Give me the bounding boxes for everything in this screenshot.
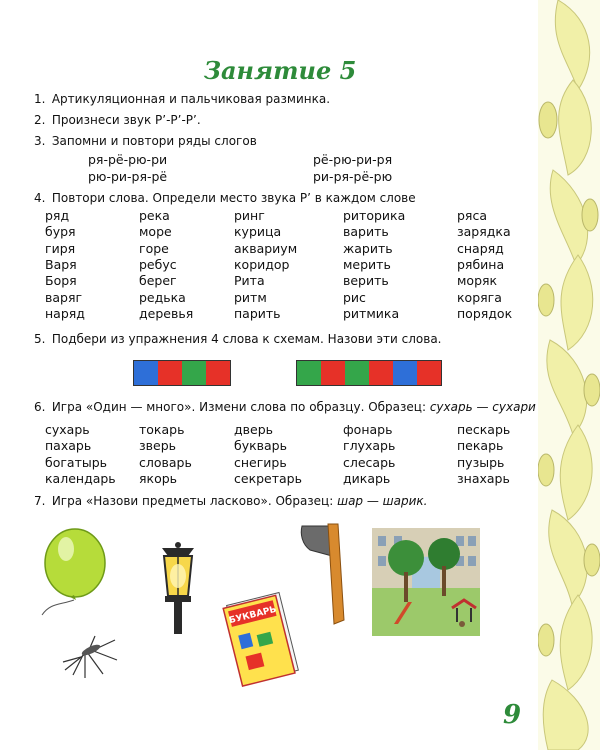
word-cell: парить — [234, 305, 281, 321]
word-cell: буря — [45, 224, 76, 240]
task-text: Игра «Один — много». Измени слова по образцу. Образец: — [51, 400, 430, 414]
word-cell: секретарь — [234, 470, 302, 486]
word-cell: снаряд — [457, 240, 504, 256]
task-number: 6. — [34, 400, 46, 414]
word-cell: курица — [234, 224, 282, 240]
word-cell: Варя — [45, 256, 77, 272]
word-cell: деревья — [139, 305, 194, 321]
task-text: Игра «Назови предметы ласково». Образец: — [51, 494, 338, 508]
mosquito-icon — [55, 630, 125, 680]
word-cell: фонарь — [343, 422, 393, 437]
word-cell: словарь — [139, 454, 192, 470]
scheme-cell-blue — [134, 361, 158, 385]
task-4 — [34, 191, 416, 205]
task-number: 3. — [34, 134, 46, 148]
word-cell: река — [139, 208, 170, 223]
task-sample: шар — шарик. — [337, 494, 428, 508]
sound-scheme-2 — [296, 360, 442, 386]
word-cell: сухарь — [45, 422, 90, 437]
word-cell: верить — [343, 273, 389, 289]
word-cell: варить — [343, 224, 389, 240]
scheme-cell-red — [321, 361, 345, 385]
street-lamp-icon — [148, 540, 208, 640]
task-number: 7. — [34, 494, 46, 508]
lesson-title: Занятие 5 — [203, 56, 357, 85]
sound-scheme-1 — [133, 360, 231, 386]
word-cell: токарь — [139, 422, 185, 437]
word-cell: пескарь — [457, 422, 511, 437]
word-cell: варяг — [45, 289, 83, 305]
word-cell: риторика — [343, 208, 406, 223]
word-cell: Рита — [234, 273, 265, 289]
task-text: Артикуляционная и пальчиковая разминка. — [51, 92, 331, 106]
word-cell: ритм — [234, 289, 267, 305]
word-cell: редька — [139, 289, 186, 305]
syllable-row: ри-ря-рё-рю — [313, 169, 393, 184]
word-cell: ряд — [45, 208, 70, 223]
axe-icon — [298, 520, 358, 630]
scheme-cell-red — [158, 361, 182, 385]
word-cell: море — [139, 224, 172, 240]
word-cell: знахарь — [457, 470, 510, 486]
task-text: Подбери из упражнения 4 слова к схемам. Назови эти слова. — [51, 332, 442, 346]
word-cell: пахарь — [45, 438, 92, 454]
task-1 — [34, 92, 330, 106]
word-cell: горе — [139, 240, 169, 256]
task-number: 2. — [34, 113, 46, 127]
task-6 — [34, 400, 536, 414]
scheme-cell-red — [206, 361, 230, 385]
word-cell: богатырь — [45, 454, 108, 470]
word-cell: ринг — [234, 208, 265, 223]
word-cell: Боря — [45, 273, 77, 289]
page-number: 9 — [503, 700, 522, 730]
word-cell: мерить — [343, 256, 391, 272]
task-sample: сухарь — сухари — [429, 400, 536, 414]
book-label: БУКВАРЬ — [228, 604, 278, 627]
syllable-row: рё-рю-ри-ря — [313, 152, 393, 167]
word-cell: порядок — [457, 305, 513, 321]
balloon-icon — [30, 525, 110, 620]
syllable-row: рю-ри-ря-рё — [88, 169, 168, 184]
word-cell: пузырь — [457, 454, 505, 470]
word-cell: коридор — [234, 256, 290, 272]
word-cell: гиря — [45, 240, 76, 256]
word-cell: аквариум — [234, 240, 298, 256]
word-cell: жарить — [343, 240, 393, 256]
task-7 — [34, 494, 428, 508]
task-2 — [34, 113, 201, 127]
task-text: Запомни и повтори ряды слогов — [51, 134, 257, 148]
word-cell: рябина — [457, 256, 505, 272]
task-text: Повтори слова. Определи место звука Р’ в каждом слове — [51, 191, 416, 205]
scheme-cell-green — [297, 361, 321, 385]
word-cell: зарядка — [457, 224, 511, 240]
word-cell: коряга — [457, 289, 502, 305]
task-3 — [34, 134, 257, 148]
task-number: 4. — [34, 191, 46, 205]
word-cell: глухарь — [343, 438, 396, 454]
courtyard-picture — [372, 528, 480, 636]
word-cell: наряд — [45, 305, 85, 321]
scheme-cell-red — [369, 361, 393, 385]
word-cell: слесарь — [343, 454, 396, 470]
word-cell: дикарь — [343, 470, 391, 486]
word-cell: якорь — [139, 470, 178, 486]
word-cell: ряса — [457, 208, 487, 223]
word-cell: календарь — [45, 470, 116, 486]
word-cell: зверь — [139, 438, 177, 454]
task-5 — [34, 332, 442, 346]
scheme-cell-blue — [393, 361, 417, 385]
word-cell: ритмика — [343, 305, 400, 321]
word-cell: дверь — [234, 422, 274, 437]
task-text: Произнеси звук Р’-Р’-Р’. — [51, 113, 201, 127]
word-cell: пекарь — [457, 438, 504, 454]
scheme-cell-green — [345, 361, 369, 385]
floral-border — [538, 0, 600, 750]
word-cell: рис — [343, 289, 366, 305]
word-cell: снегирь — [234, 454, 287, 470]
task-number: 5. — [34, 332, 46, 346]
scheme-cell-green — [182, 361, 206, 385]
bukvar-book-icon — [222, 590, 302, 690]
word-cell: моряк — [457, 273, 498, 289]
syllable-row: ря-рё-рю-ри — [88, 152, 168, 167]
task-number: 1. — [34, 92, 46, 106]
scheme-cell-red — [417, 361, 441, 385]
word-cell: ребус — [139, 256, 177, 272]
word-cell: берег — [139, 273, 177, 289]
word-cell: букварь — [234, 438, 287, 454]
